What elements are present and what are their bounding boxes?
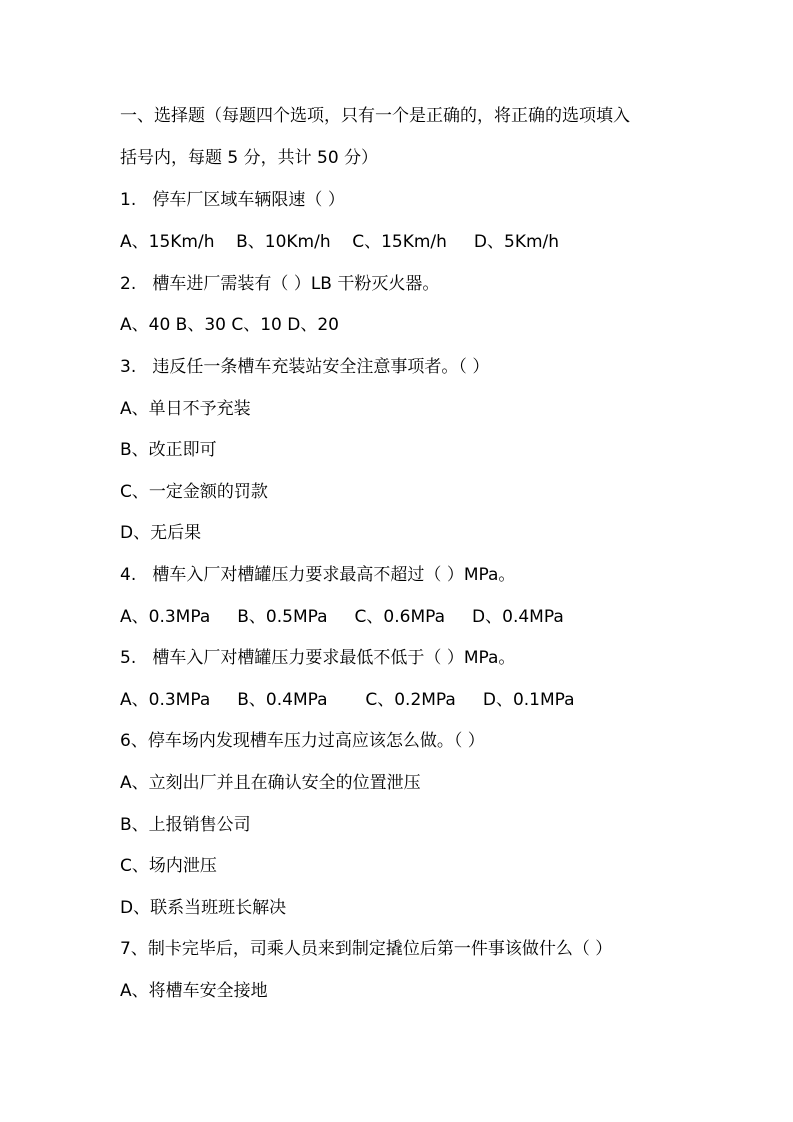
question-3: 3. 违反任一条槽车充装站安全注意事项者。（ ） (120, 357, 490, 377)
question-5-options: A、0.3MPa B、0.4MPa C、0.2MPa D、0.1MPa (120, 690, 575, 710)
question-6: 6、停车场内发现槽车压力过高应该怎么做。（ ） (120, 731, 485, 751)
question-6-option-a: A、立刻出厂并且在确认安全的位置泄压 (120, 773, 421, 793)
question-2-options: A、40 B、30 C、10 D、20 (120, 315, 339, 335)
question-5: 5. 槽车入厂对槽罐压力要求最低不低于（ ）MPa。 (120, 648, 516, 668)
question-7-option-a: A、将槽车安全接地 (120, 981, 268, 1001)
question-4-options: A、0.3MPa B、0.5MPa C、0.6MPa D、0.4MPa (120, 607, 564, 627)
question-1: 1. 停车厂区域车辆限速（ ） (120, 190, 345, 210)
question-3-option-d: D、无后果 (120, 523, 202, 543)
question-6-option-d: D、联系当班班长解决 (120, 898, 287, 918)
question-6-option-c: C、场内泄压 (120, 856, 217, 876)
question-4: 4. 槽车入厂对槽罐压力要求最高不超过（ ）MPa。 (120, 565, 516, 585)
section-heading-line-1: 一、选择题（每题四个选项，只有一个是正确的，将正确的选项填入 (120, 106, 630, 126)
question-3-option-b: B、改正即可 (120, 440, 217, 460)
question-7: 7、制卡完毕后，司乘人员来到制定撬位后第一件事该做什么（ ） (120, 939, 613, 959)
section-heading-line-2: 括号内，每题 5 分，共计 50 分） (120, 148, 379, 168)
question-2: 2. 槽车进厂需装有（ ）LB 干粉灭火器。 (120, 274, 440, 294)
question-3-option-a: A、单日不予充装 (120, 399, 251, 419)
question-1-options: A、15Km/h B、10Km/h C、15Km/h D、5Km/h (120, 232, 560, 252)
question-3-option-c: C、一定金额的罚款 (120, 482, 268, 502)
question-6-option-b: B、上报销售公司 (120, 815, 251, 835)
